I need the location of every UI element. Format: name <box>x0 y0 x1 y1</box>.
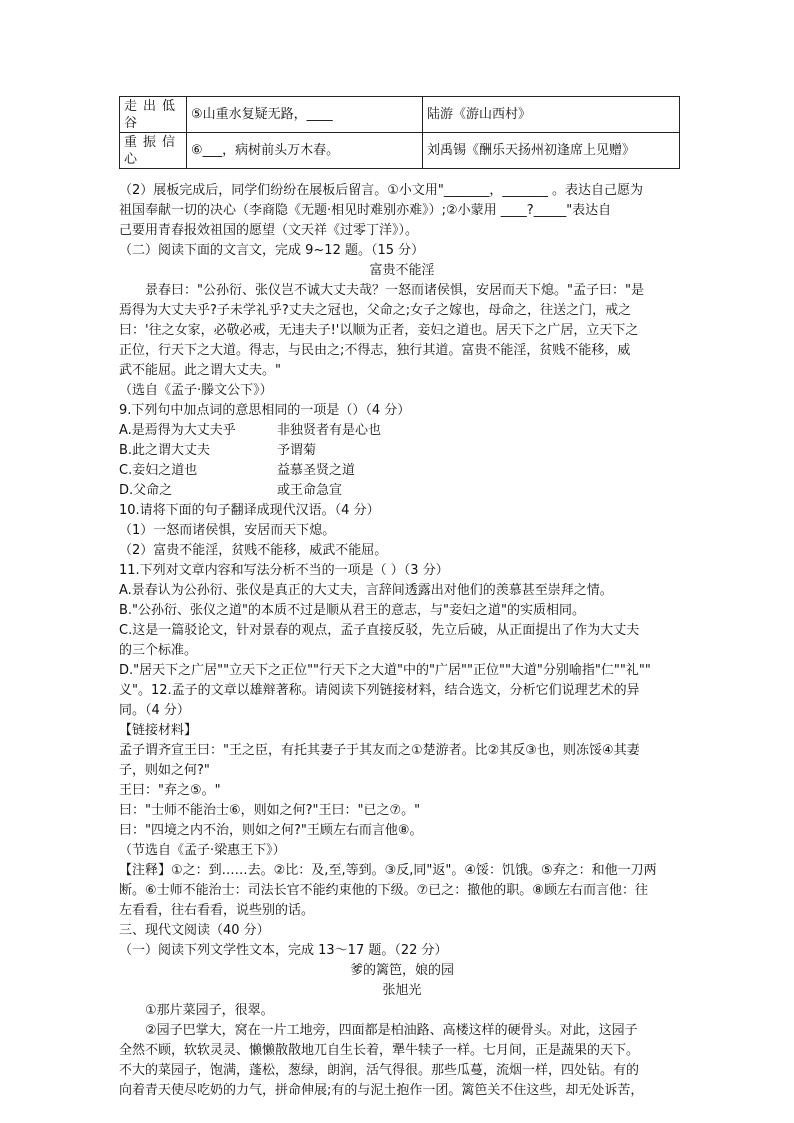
table-cell-line: ⑤山重水复疑无路，____ <box>187 97 423 133</box>
link-heading: 【链接材料】 <box>119 723 198 738</box>
question-11-line: 义"。12.孟子的文章以雄辩著称。请阅读下列链接材料，结合选文，分析它们说理艺术的异 <box>119 683 640 698</box>
link-line: 孟子谓齐宣王曰："王之臣，有托其妻子于其友而之①楚游者。比②其反③也，则冻馁④其妻 <box>119 743 640 758</box>
essay-title: 爹的篱笆，娘的园 <box>349 963 454 978</box>
notes-line: 左看看，往右看看，说些别的话。 <box>119 903 315 918</box>
passage-source: （选自《孟子·滕文公下》） <box>119 383 273 398</box>
question-10-line: （1）一怒而诸侯惧，安居而天下熄。 <box>119 523 336 538</box>
section-heading: （二）阅读下面的文言文，完成 9~12 题。（15 分） <box>119 243 425 258</box>
question-11-line: B."公孙衍、张仪之道"的本质不过是顺从君王的意志，与"妾妇之道"的实质相同。 <box>119 603 585 618</box>
link-line: 子，则如之何?" <box>119 763 210 778</box>
table-row <box>120 133 680 169</box>
table-cell-source: 刘禹锡《酬乐天扬州初逢席上见赠》 <box>423 133 680 169</box>
essay-line: ②园子巴掌大，窝在一片工地旁，四面都是柏油路、高楼这样的硬骨头。对此，这园子 <box>145 1023 638 1038</box>
passage-line: 曰：'往之女家，必敬必戒，无违夫子!'以顺为正者，妾妇之道也。居天下之广居，立天下之 <box>119 323 639 338</box>
essay-line: 不大的菜园子，饱满，蓬松，葱绿，朗润，活气得很。那些瓜蔓，流烟一样，四处钻。有的 <box>119 1063 640 1078</box>
option-left: B.此之谓大丈夫 <box>119 443 211 458</box>
question-2-line: 己要用青春报效祖国的愿望（文天祥《过零丁洋》）。 <box>119 223 419 238</box>
option-left: A.是焉得为大丈夫乎 <box>119 423 236 438</box>
passage-line: 武不能屈。此之谓大丈夫。" <box>119 363 281 378</box>
question-11-line: 11.下列对文章内容和写法分析不当的一项是（ ）（3 分） <box>119 563 449 578</box>
option-right: 益慕圣贤之道 <box>277 463 356 478</box>
question-9-option <box>119 461 685 481</box>
link-line: 王曰："弃之⑤。" <box>119 783 221 798</box>
passage-title: 富贵不能淫 <box>369 263 435 278</box>
question-9-option <box>119 441 685 461</box>
link-line: 曰："四境之内不治，则如之何?"王顾左右而言他⑧。 <box>119 823 423 838</box>
poetry-table <box>119 96 680 169</box>
essay-line: ①那片菜园子，很翠。 <box>145 1003 274 1018</box>
notes-line: 【注释】①之：到……去。②比：及,至,等到。③反,同"返"。④馁：饥饿。⑤弃之：和他一刀两 <box>119 863 657 878</box>
link-source: （节选自《孟子·梁惠王下》） <box>119 843 286 858</box>
document-page <box>119 96 685 1101</box>
question-11-line: D."居天下之广居""立天下之正位""行天下之大道"中的"广居""正位""大道"分别喻指"仁""礼"" <box>119 663 651 678</box>
question-10-line: （2）富贵不能淫，贫贱不能移，威武不能屈。 <box>119 543 388 558</box>
question-11-line: C.这是一篇驳论文，针对景春的观点，孟子直接反驳，先立后破，从正面提出了作为大丈夫 <box>119 623 640 638</box>
notes-line: 断。⑥士师不能治士：司法长官不能约束他的下级。⑦已之：撤他的职。⑧顾左右而言他：往 <box>119 883 648 898</box>
essay-line: 全然不顾，软软灵灵、懒懒散散地兀自生长着，犟牛犊子一样。七月间，正是蔬果的天下。 <box>119 1043 640 1058</box>
question-11-line: 的三个标准。 <box>119 643 198 658</box>
option-right: 予谓菊 <box>277 443 317 458</box>
section-heading: 三、现代文阅读（40 分） <box>119 923 270 938</box>
link-line: 曰："士师不能治士⑥，则如之何?"王曰："已之⑦。" <box>119 803 421 818</box>
question-9-option <box>119 421 685 441</box>
option-left: D.父命之 <box>119 483 173 498</box>
essay-line: 向着青天使尽吃奶的力气，拼命伸展;有的与泥土抱作一团。篱笆关不住这些，却无处诉苦， <box>119 1083 644 1098</box>
question-9-stem: 9.下列句中加点词的意思相同的一项是（）（4 分） <box>119 403 411 418</box>
question-11-line: A.景春认为公孙衍、张仪是真正的大丈夫，言辞间透露出对他们的羡慕甚至崇拜之情。 <box>119 583 613 598</box>
passage-line: 焉得为大丈夫乎?子未学礼乎?丈夫之冠也，父命之;女子之嫁也，母命之，往送之门，戒之 <box>119 303 632 318</box>
question-10-line: 10.请将下面的句子翻译成现代汉语。（4 分） <box>119 503 380 518</box>
essay-author: 张旭光 <box>382 983 422 998</box>
question-9-option <box>119 481 685 501</box>
section-heading: （一）阅读下列文学性文本，完成 13～17 题。（22 分） <box>119 943 448 958</box>
table-cell-theme: 走出低谷 <box>120 97 187 133</box>
option-right: 非独贤者有是心也 <box>277 423 382 438</box>
option-right: 或王命急宣 <box>277 483 343 498</box>
question-2-line: （2）展板完成后，同学们纷纷在展板后留言。①小文用"_______，_______ 。表达自己愿为 <box>119 183 644 198</box>
question-2-line: 祖国奉献一切的决心（李商隐《无题·相见时难别亦难》）;②小蒙用 ____?_____"表达自 <box>119 203 612 218</box>
passage-line: 景春曰："公孙衍、张仪岂不诚大丈夫哉？一怒而诸侯惧，安居而天下熄。"孟子曰："是 <box>145 283 644 298</box>
table-cell-theme: 重振信心 <box>120 133 187 169</box>
table-cell-source: 陆游《游山西村》 <box>423 97 680 133</box>
question-11-line: 同。（4 分） <box>119 703 190 718</box>
table-row <box>120 97 680 133</box>
passage-line: 正位，行天下之大道。得志，与民由之;不得志，独行其道。富贵不能淫，贫贱不能移，威 <box>119 343 631 358</box>
option-left: C.妾妇之道也 <box>119 463 198 478</box>
table-cell-line: ⑥___，病树前头万木春。 <box>187 133 423 169</box>
